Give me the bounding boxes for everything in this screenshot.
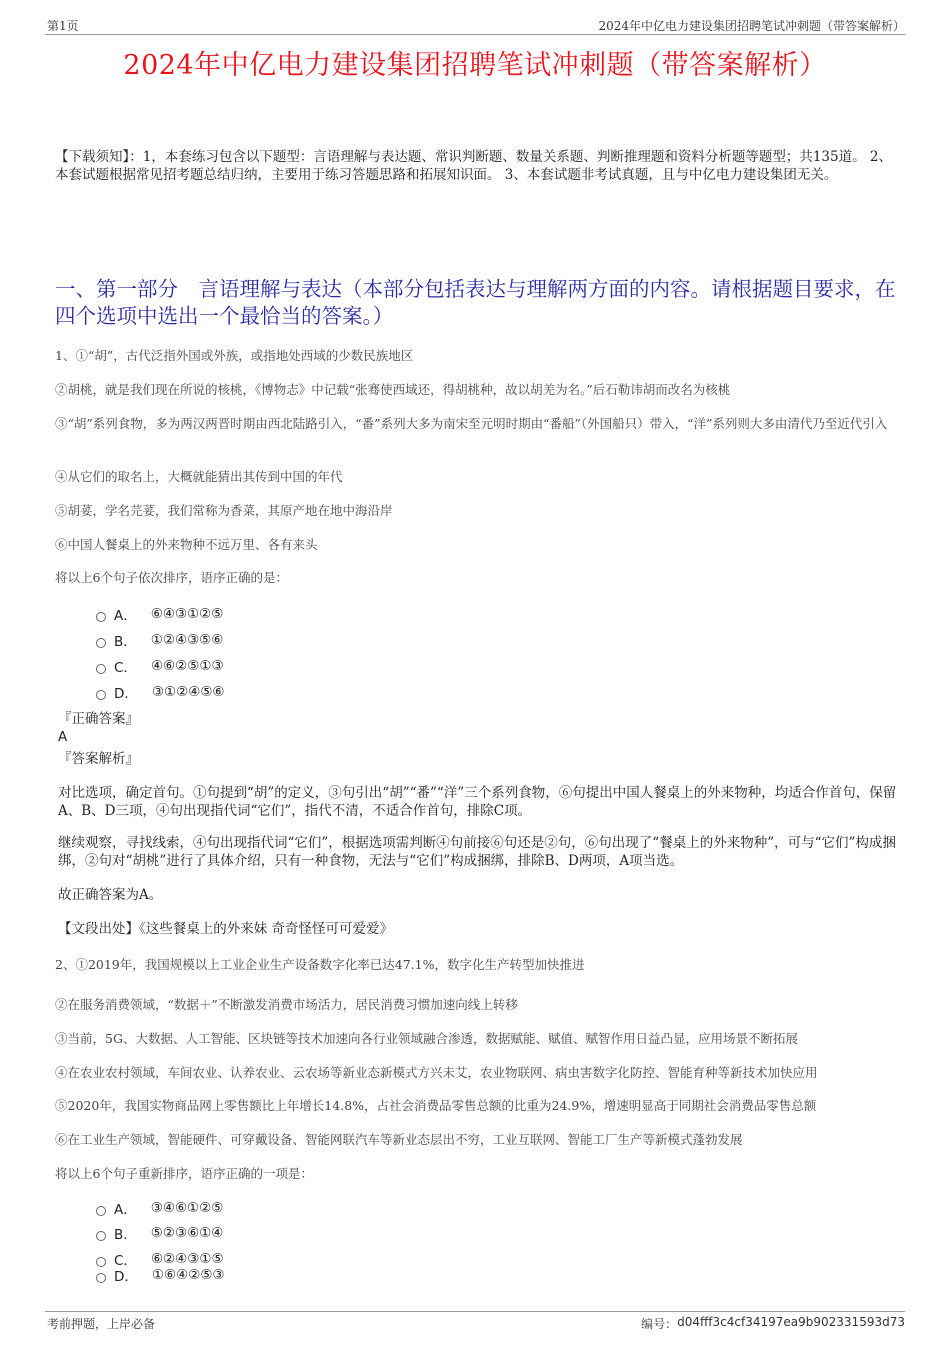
- option-label: D．: [114, 686, 138, 702]
- q2-sentence-3: ③当前，5G、大数据、人工智能、区块链等技术加速向各行业领域融合渗透，数据赋能、赋值、赋智作用日益凸显，应用场景不断拓展: [55, 1031, 798, 1046]
- option-text: ③①②④⑤⑥: [151, 684, 225, 700]
- q1-sentence-1: 1、①“胡”，古代泛指外国或外族，或指地处西域的少数民族地区: [55, 348, 414, 363]
- option-text: ⑤②③⑥①④: [150, 1225, 224, 1241]
- q1-answer-heading: 『正确答案』: [58, 711, 139, 727]
- q2-sentence-2: ②在服务消费领域，“数据＋”不断激发消费市场活力，居民消费习惯加速向线上转移: [55, 997, 518, 1012]
- radio-icon[interactable]: [96, 1273, 106, 1283]
- option-text: ①⑥④②⑤③: [151, 1267, 225, 1283]
- option-label: A．: [114, 1202, 137, 1218]
- footer-code-value: d04fff3c4cf34197ea9b902331593d73: [677, 1315, 905, 1329]
- q1-analysis-1: 对比选项，确定首句。①句提到“胡”的定义，③句引出“胡”“番”“洋”三个系列食物，⑥句提出中国人餐桌上的外来物种，均适合作首句，保留A、B、D三项，④句出现指代词“它们”，指代不清，不适合作首句，排除C项。: [58, 785, 897, 819]
- q2-sentence-6: ⑥在工业生产领域，智能硬件、可穿戴设备、智能网联汽车等新业态层出不穷，工业互联网、智能工厂生产等新模式蓬勃发展: [55, 1132, 743, 1147]
- radio-icon[interactable]: [96, 664, 106, 674]
- option-label: C．: [114, 660, 137, 676]
- q1-prompt: 将以上6个句子依次排序，语序正确的是：: [55, 570, 288, 585]
- q2-option-d[interactable]: [96, 1265, 225, 1285]
- footer-code-label: 编号：: [641, 1317, 678, 1331]
- option-text: ③④⑥①②⑤: [150, 1200, 224, 1216]
- radio-icon[interactable]: [96, 1206, 106, 1216]
- radio-icon[interactable]: [96, 638, 106, 648]
- q1-answer: A: [58, 729, 68, 745]
- page-number: 第1页: [47, 19, 79, 33]
- q1-sentence-6: ⑥中国人餐桌上的外来物种不远万里、各有来头: [55, 537, 318, 552]
- option-label: B．: [114, 634, 137, 650]
- q1-analysis-2: 继续观察，寻找线索，④句出现指代词“它们”，根据选项需判断④句前接⑥句还是②句，⑥句出现了“餐桌上的外来物种”，可与“它们”构成捆绑，②句对“胡桃”进行了具体介绍，只有一种食物，无法与“它们”构成捆绑，排除B、D两项，A项当选。: [58, 835, 896, 869]
- q1-option-c[interactable]: [96, 656, 224, 676]
- q1-analysis-heading: 『答案解析』: [58, 751, 139, 767]
- q2-prompt: 将以上6个句子重新排序，语序正确的一项是：: [55, 1166, 313, 1181]
- q2-sentence-1: 2、①2019年，我国规模以上工业企业生产设备数字化率已达47.1%，数字化生产转型加快推进: [55, 957, 585, 972]
- option-text: ⑥④③①②⑤: [150, 606, 224, 622]
- radio-icon[interactable]: [96, 690, 106, 700]
- option-text: ①②④③⑤⑥: [150, 632, 224, 648]
- header-doc-title: 2024年中亿电力建设集团招聘笔试冲刺题（带答案解析）: [598, 19, 905, 33]
- q2-sentence-4: ④在农业农村领域，车间农业、认养农业、云农场等新业态新模式方兴未艾，农业物联网、病虫害数字化防控、智能育种等新技术加快应用: [55, 1065, 818, 1080]
- q2-sentence-5: ⑤2020年，我国实物商品网上零售额比上年增长14.8%，占社会消费品零售总额的比重为24.9%，增速明显高于同期社会消费品零售总额: [55, 1098, 817, 1113]
- q1-sentence-5: ⑤胡荽，学名芫荽，我们常称为香菜，其原产地在地中海沿岸: [55, 503, 393, 518]
- q1-sentence-2: ②胡桃，就是我们现在所说的核桃，《博物志》中记载“张骞使西域还，得胡桃种，故以胡羌为名。”后石勒讳胡而改名为核桃: [55, 382, 731, 397]
- q1-analysis-3: 故正确答案为A。: [58, 887, 163, 903]
- q2-option-a[interactable]: [96, 1198, 223, 1218]
- option-label: C．: [114, 1253, 137, 1269]
- q1-sentence-4: ④从它们的取名上，大概就能猜出其传到中国的年代: [55, 469, 343, 484]
- option-label: D．: [114, 1269, 138, 1285]
- footer-slogan: 考前押题，上岸必备: [47, 1317, 156, 1331]
- option-text: ⑥②④③①⑤: [150, 1251, 224, 1267]
- section-heading: 一、第一部分 言语理解与表达（本部分包括表达与理解两方面的内容。请根据题目要求，在四个选项中选出一个最恰当的答案。）: [55, 277, 896, 328]
- page-title: 2024年中亿电力建设集团招聘笔试冲刺题（带答案解析）: [123, 50, 827, 81]
- radio-icon[interactable]: [96, 1231, 106, 1241]
- download-notice: 【下载须知】：1，本套练习包含以下题型：言语理解与表达题、常识判断题、数量关系题、判断推理题和资料分析题等题型；共135道。 2、本套试题根据常见招考题总结归纳，主要用于练习答题思路和拓展知识面。 3、本套试题非考试真题，且与中亿电力建设集团无关。: [55, 149, 892, 183]
- q1-option-a[interactable]: [96, 604, 223, 624]
- footer-code: [641, 1315, 905, 1332]
- q2-option-b[interactable]: [96, 1223, 223, 1243]
- q1-sentence-3: ③“胡”系列食物，多为两汉两晋时期由西北陆路引入，“番”系列大多为南宋至元明时期由“番船”（外国船只）带入，“洋”系列则大多由清代乃至近代引入: [55, 416, 888, 431]
- q1-option-b[interactable]: [96, 630, 223, 650]
- q1-option-d[interactable]: [96, 682, 225, 702]
- option-label: A．: [114, 608, 137, 624]
- option-label: B．: [114, 1227, 137, 1243]
- q1-source: 【文段出处】《这些餐桌上的外来妹 奇奇怪怪可可爱爱》: [58, 921, 394, 937]
- option-text: ④⑥②⑤①③: [150, 658, 224, 674]
- footer-rule: [45, 1311, 905, 1312]
- header-rule: [45, 34, 905, 35]
- radio-icon[interactable]: [96, 612, 106, 622]
